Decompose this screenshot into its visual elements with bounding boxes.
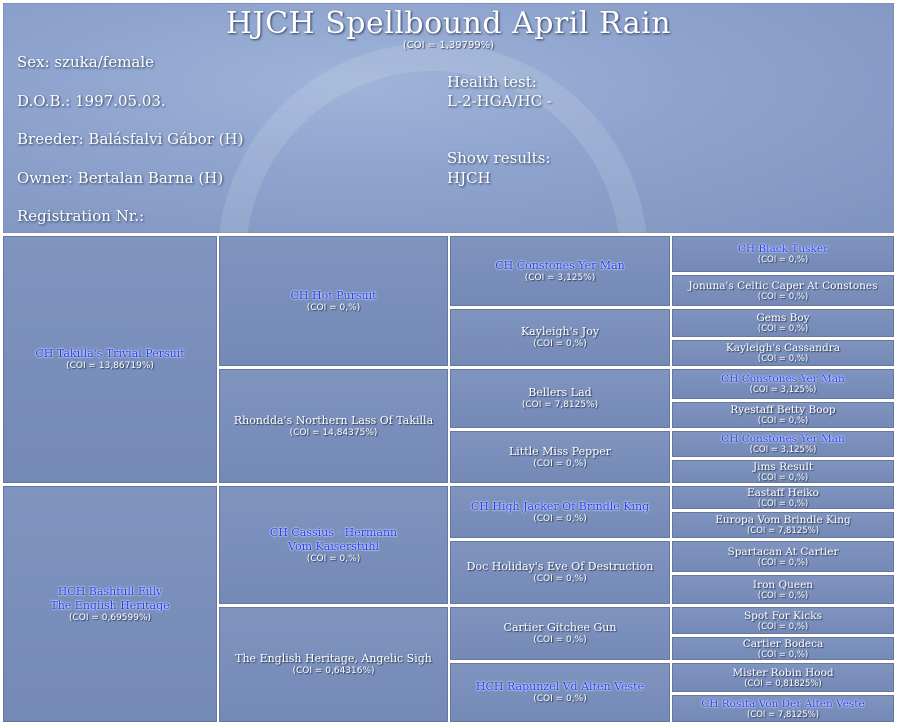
pedigree-cell-gen4 bbox=[672, 369, 894, 399]
dog-name-link[interactable]: CH Rosita Von Der Alten Veste bbox=[701, 697, 865, 710]
coi-value: (COI = 7,8125%) bbox=[746, 709, 820, 720]
coi-value: (COI = 14,84375%) bbox=[289, 427, 378, 438]
dog-name-link[interactable]: CH Cassius - Hermann Vom Kaiserstuhl bbox=[269, 525, 398, 553]
dog-name: Rhondda's Northern Lass Of Takilla bbox=[233, 413, 434, 427]
dob-field: D.O.B.: 1997.05.03. bbox=[17, 92, 166, 110]
pedigree-cell-gen1 bbox=[3, 486, 217, 722]
coi-value: (COI = 0,%) bbox=[533, 458, 587, 469]
dog-name: Kayleigh's Cassandra bbox=[725, 342, 841, 354]
pedigree-cell-gen3 bbox=[450, 486, 670, 538]
sex-field: Sex: szuka/female bbox=[17, 53, 155, 71]
coi-value: (COI = 0,%) bbox=[757, 472, 809, 483]
dog-name: Iron Queen bbox=[752, 578, 814, 591]
pedigree-cell-gen3 bbox=[450, 541, 670, 604]
coi-value: (COI = 0,%) bbox=[757, 557, 809, 568]
coi-value: (COI = 0,81825%) bbox=[744, 678, 822, 689]
dog-name: Gems Boy bbox=[756, 312, 810, 324]
pedigree-cell-gen3 bbox=[450, 663, 670, 722]
pedigree-cell-gen4 bbox=[672, 637, 894, 660]
dog-name-link[interactable]: CH Hot Pursuit bbox=[290, 288, 377, 302]
dog-name: Jonuna's Celtic Caper At Constones bbox=[688, 279, 878, 292]
coi-value: (COI = 0,%) bbox=[757, 416, 809, 426]
coi-value: (COI = 0,%) bbox=[306, 302, 361, 313]
dog-name: Eastaff Heiko bbox=[746, 486, 819, 499]
health-test-label: Health test: bbox=[447, 73, 537, 91]
club-logo-watermark bbox=[218, 43, 648, 233]
coi-value: (COI = 0,%) bbox=[533, 574, 587, 584]
pedigree-cell-gen4 bbox=[672, 486, 894, 509]
pedigree-cell-gen4 bbox=[672, 340, 894, 366]
pedigree-cell-gen1 bbox=[3, 236, 217, 483]
show-results-value: HJCH bbox=[447, 169, 491, 187]
coi-value: (COI = 0,%) bbox=[533, 635, 587, 645]
pedigree-cell-gen4 bbox=[672, 512, 894, 538]
coi-value: (COI = 7,8125%) bbox=[746, 526, 820, 536]
dog-coi: (COI = 1,39799%) bbox=[402, 40, 495, 51]
dog-name: Cartier Bodeca bbox=[742, 637, 824, 650]
coi-value: (COI = 0,%) bbox=[757, 621, 809, 632]
dog-name: Jims Result bbox=[752, 460, 814, 473]
dog-name: Doc Holiday's Eve Of Destruction bbox=[466, 560, 654, 573]
show-results-label: Show results: bbox=[447, 149, 551, 167]
owner-field: Owner: Bertalan Barna (H) bbox=[17, 169, 224, 187]
pedigree-cell-gen4 bbox=[672, 541, 894, 572]
dog-name-link[interactable]: CH Black Tusker bbox=[737, 243, 829, 255]
pedigree-cell-gen4 bbox=[672, 460, 894, 483]
coi-value: (COI = 0,%) bbox=[757, 255, 809, 265]
coi-value: (COI = 0,%) bbox=[757, 354, 809, 364]
coi-value: (COI = 3,125%) bbox=[524, 272, 596, 283]
pedigree-cell-gen4 bbox=[672, 309, 894, 337]
coi-value: (COI = 7,8125%) bbox=[521, 400, 599, 410]
dog-name: Spartacan At Cartier bbox=[727, 545, 839, 558]
pedigree-cell-gen4 bbox=[672, 663, 894, 692]
dog-name: Little Miss Pepper bbox=[508, 444, 612, 458]
coi-value: (COI = 0,64316%) bbox=[292, 666, 375, 676]
dog-name-link[interactable]: CH Constones Yer Man bbox=[721, 433, 845, 445]
dog-name-link[interactable]: HCH Rapunzel Vd Alten Veste bbox=[475, 680, 645, 693]
breeder-field: Breeder: Balásfalvi Gábor (H) bbox=[17, 130, 244, 148]
dog-name-link[interactable]: CH Constones Yer Man bbox=[721, 373, 845, 385]
coi-value: (COI = 3,125%) bbox=[749, 445, 817, 455]
pedigree-cell-gen3 bbox=[450, 369, 670, 428]
pedigree-cell-gen3 bbox=[450, 431, 670, 483]
coi-value: (COI = 0,%) bbox=[757, 291, 809, 302]
dog-name-link[interactable]: HCH Bashfull Filly The English Heritage bbox=[50, 584, 170, 612]
pedigree-cell-gen3 bbox=[450, 236, 670, 306]
pedigree-cell-gen2 bbox=[219, 369, 448, 483]
pedigree-cell-gen2 bbox=[219, 486, 448, 604]
pedigree-cell-gen4 bbox=[672, 695, 894, 722]
dog-name: The English Heritage, Angelic Sigh bbox=[235, 652, 432, 665]
coi-value: (COI = 0,%) bbox=[757, 324, 809, 334]
registration-field: Registration Nr.: bbox=[17, 207, 145, 225]
dog-name: Cartier Gitchee Gun bbox=[503, 621, 617, 634]
dog-name: Bellers Lad bbox=[528, 386, 592, 399]
coi-value: (COI = 0,%) bbox=[533, 694, 587, 704]
pedigree-cell-gen3 bbox=[450, 309, 670, 366]
coi-value: (COI = 0,%) bbox=[757, 498, 809, 509]
pedigree-cell-gen2 bbox=[219, 236, 448, 366]
pedigree-cell-gen3 bbox=[450, 607, 670, 660]
dog-header-panel bbox=[3, 3, 894, 233]
pedigree-cell-gen4 bbox=[672, 607, 894, 634]
dog-name-link[interactable]: CH High Jacker Of Brindle King bbox=[470, 499, 650, 513]
dog-name-link[interactable]: CH Constones Yer Man bbox=[495, 258, 625, 272]
coi-value: (COI = 0,%) bbox=[533, 339, 587, 349]
dog-name: Mister Robin Hood bbox=[732, 666, 834, 679]
pedigree-cell-gen4 bbox=[672, 236, 894, 272]
coi-value: (COI = 0,%) bbox=[757, 649, 809, 660]
coi-value: (COI = 0,%) bbox=[533, 513, 587, 524]
pedigree-cell-gen4 bbox=[672, 431, 894, 457]
pedigree-cell-gen4 bbox=[672, 275, 894, 306]
dog-name-title: HJCH Spellbound April Rain bbox=[225, 6, 672, 41]
coi-value: (COI = 0,%) bbox=[306, 553, 361, 564]
pedigree-cell-gen4 bbox=[672, 575, 894, 604]
dog-name: Ryestaff Betty Boop bbox=[730, 404, 836, 416]
dog-name: Spot For Kicks bbox=[743, 609, 823, 622]
dog-name-link[interactable]: CH Takilla's Trivial Persuit bbox=[35, 347, 185, 360]
dog-name: Europa Vom Brindle King bbox=[715, 514, 851, 526]
coi-value: (COI = 13,86719%) bbox=[66, 361, 154, 371]
pedigree-cell-gen4 bbox=[672, 402, 894, 428]
health-test-value: L-2-HGA/HC - bbox=[447, 92, 552, 110]
coi-value: (COI = 0,69599%) bbox=[68, 612, 152, 623]
coi-value: (COI = 0,%) bbox=[757, 590, 809, 601]
pedigree-cell-gen2 bbox=[219, 607, 448, 722]
dog-name: Kayleigh's Joy bbox=[520, 325, 600, 338]
coi-value: (COI = 3,125%) bbox=[749, 385, 817, 395]
